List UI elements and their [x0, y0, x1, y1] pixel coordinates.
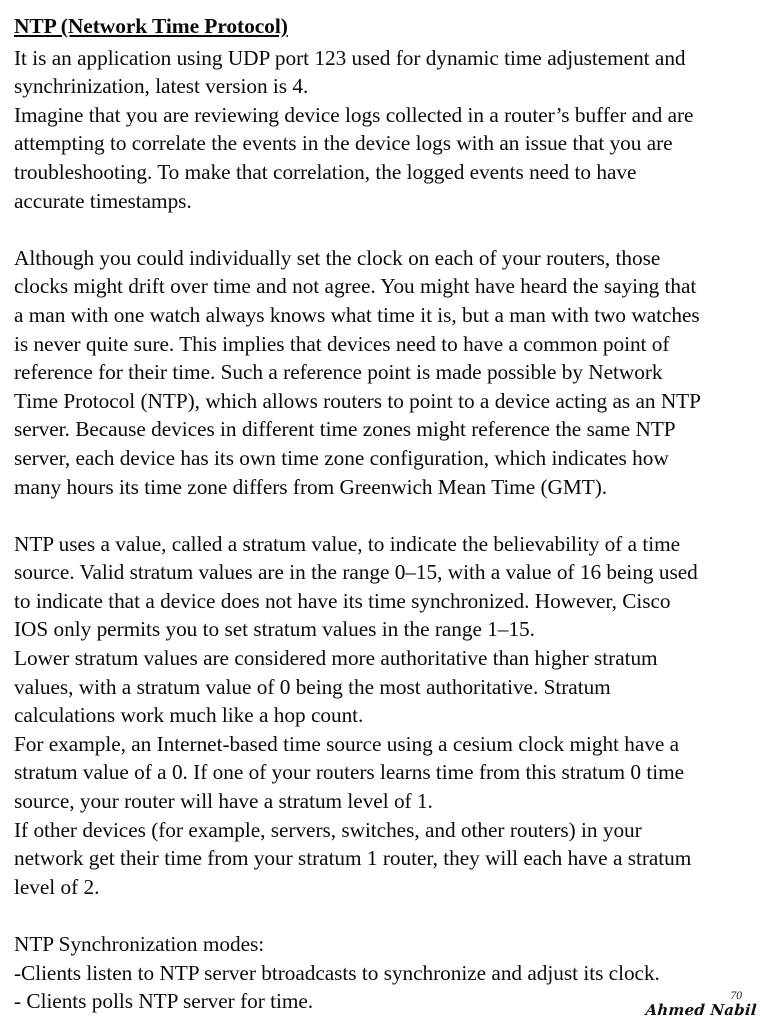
text-line: network get their time from your stratum 1 router, they will each have a stratum	[14, 846, 692, 871]
sync-modes-label: NTP Synchronization modes:	[14, 932, 265, 956]
text-line: source. Valid stratum values are in the range 0–15, with a value of 16 being used	[14, 560, 698, 585]
page-footer	[645, 991, 756, 1019]
text-line: a man with one watch always knows what time it is, but a man with two watches	[14, 302, 700, 327]
paragraph-intro	[14, 44, 756, 216]
text-line: Lower stratum values are considered more authoritative than higher stratum	[14, 646, 658, 671]
text-line: synchrinization, latest version is 4.	[14, 74, 309, 99]
text-line: many hours its time zone differs from Greenwich Mean Time (GMT).	[14, 474, 608, 499]
text-line: If other devices (for example, servers, switches, and other routers) in your	[14, 817, 642, 842]
text-line: calculations work much like a hop count.	[14, 703, 364, 728]
text-line: attempting to correlate the events in the device logs with an issue that you are	[14, 131, 673, 156]
document-body	[14, 12, 758, 1019]
paragraph-stratum	[14, 530, 756, 902]
text-line: clocks might drift over time and not agree. You might have heard the saying that	[14, 274, 697, 299]
paragraph-gap	[14, 901, 756, 930]
section-heading-wrapper	[14, 12, 756, 44]
paragraph-clock-drift	[14, 244, 756, 501]
page-number: 70	[730, 989, 742, 1002]
text-line: values, with a stratum value of 0 being the most authoritative. Stratum	[14, 674, 611, 699]
text-line: is never quite sure. This implies that devices need to have a common point of	[14, 331, 670, 356]
text-line: reference for their time. Such a reference point is made possible by Network	[14, 360, 663, 385]
text-line: server, each device has its own time zone configuration, which indicates how	[14, 445, 669, 470]
text-line: server. Because devices in different time zones might reference the same NTP	[14, 417, 676, 442]
text-line: source, your router will have a stratum level of 1.	[14, 789, 433, 814]
text-line: to indicate that a device does not have its time synchronized. However, Cisco	[14, 588, 671, 613]
text-line: It is an application using UDP port 123 used for dynamic time adjustement and	[14, 45, 686, 70]
author-signature: Ahmed Nabil	[644, 1001, 758, 1019]
text-line: level of 2.	[14, 874, 100, 899]
text-line: stratum value of a 0. If one of your routers learns time from this stratum 0 time	[14, 760, 685, 785]
sync-mode-item-poll: - Clients polls NTP server for time.	[14, 989, 314, 1014]
text-line: IOS only permits you to set stratum values in the range 1–15.	[14, 617, 535, 642]
paragraph-gap	[14, 501, 756, 530]
sync-mode-item-broadcast: -Clients listen to NTP server btroadcasts to synchronize and adjust its clock.	[14, 960, 660, 985]
page-title: NTP (Network Time Protocol)	[14, 14, 288, 38]
text-line: Although you could individually set the clock on each of your routers, those	[14, 245, 661, 270]
paragraph-gap	[14, 215, 756, 244]
text-line: Imagine that you are reviewing device logs collected in a router’s buffer and are	[14, 102, 694, 127]
text-line: For example, an Internet-based time source using a cesium clock might have a	[14, 731, 680, 756]
text-line: Time Protocol (NTP), which allows routers to point to a device acting as an NTP	[14, 388, 701, 413]
text-line: troubleshooting. To make that correlation, the logged events need to have	[14, 159, 637, 184]
text-line: accurate timestamps.	[14, 188, 192, 213]
text-line: NTP uses a value, called a stratum value, to indicate the believability of a time	[14, 531, 681, 556]
